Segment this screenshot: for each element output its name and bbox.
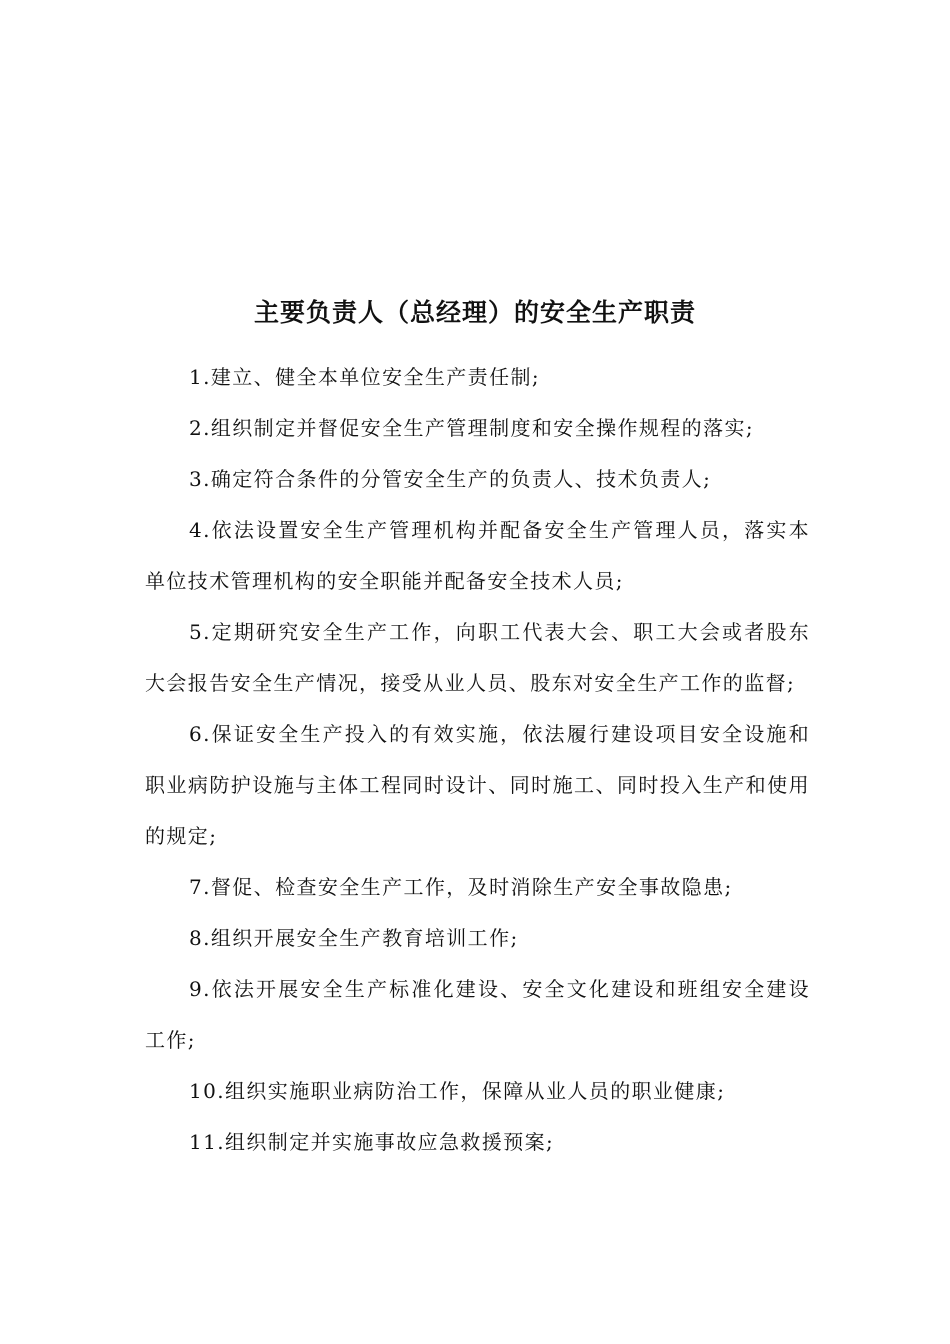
list-item: 10.组织实施职业病防治工作，保障从业人员的职业健康;	[189, 1079, 726, 1103]
responsibility-list	[145, 352, 810, 1168]
list-item: 8.组织开展安全生产教育培训工作;	[189, 926, 519, 950]
list-item: 2.组织制定并督促安全生产管理制度和安全操作规程的落实;	[189, 416, 755, 440]
list-item: 4.依法设置安全生产管理机构并配备安全生产管理人员，落实本单位技术管理机构的安全职能并配备安全技术人员;	[145, 518, 810, 593]
list-item: 7.督促、检查安全生产工作，及时消除生产安全事故隐患;	[189, 875, 733, 899]
document-title: 主要负责人（总经理）的安全生产职责	[253, 298, 696, 327]
list-item: 11.组织制定并实施事故应急救援预案;	[189, 1130, 555, 1154]
list-item: 6.保证安全生产投入的有效实施，依法履行建设项目安全设施和职业病防护设施与主体工程同时设计、同时施工、同时投入生产和使用的规定;	[145, 722, 810, 848]
list-item: 3.确定符合条件的分管安全生产的负责人、技术负责人;	[189, 467, 712, 491]
list-item: 1.建立、健全本单位安全生产责任制;	[189, 365, 541, 389]
list-item: 5.定期研究安全生产工作，向职工代表大会、职工大会或者股东大会报告安全生产情况，接受从业人员、股东对安全生产工作的监督;	[145, 620, 810, 695]
list-item: 9.依法开展安全生产标准化建设、安全文化建设和班组安全建设工作;	[145, 977, 810, 1052]
